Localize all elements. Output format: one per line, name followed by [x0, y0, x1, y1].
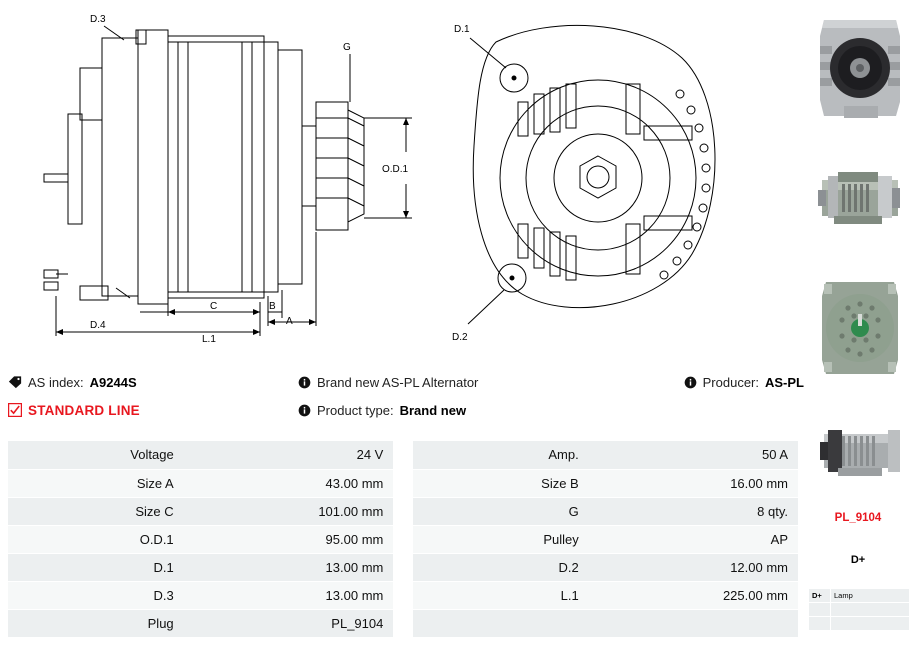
producer-cell — [658, 375, 804, 390]
brand-new-text: Brand new AS-PL Alternator — [317, 374, 479, 390]
product-photo-front[interactable] — [808, 6, 912, 128]
spec-key-2: D.2 — [413, 553, 588, 581]
label-b: B — [269, 301, 276, 312]
spec-key: Voltage — [8, 441, 184, 469]
brand-new-cell — [298, 375, 658, 390]
table-row — [8, 609, 798, 637]
spec-key-2: Pulley — [413, 525, 588, 553]
pin-id: D+ — [809, 589, 831, 603]
producer-label: Producer: — [702, 374, 759, 390]
as-index-cell — [8, 375, 298, 390]
table-row — [8, 553, 798, 581]
spec-key: Size A — [8, 469, 184, 497]
spec-spacer — [393, 525, 413, 553]
pin-row — [809, 603, 910, 617]
as-index-label: AS index: — [28, 374, 84, 390]
product-photo-side[interactable] — [808, 136, 912, 258]
info-icon — [298, 376, 311, 389]
spec-value: 24 V — [184, 441, 394, 469]
spec-spacer — [393, 441, 413, 469]
spec-value-2: 16.00 mm — [589, 469, 798, 497]
specifications-table — [8, 441, 798, 638]
spec-value: PL_9104 — [184, 609, 394, 637]
spec-key-2: Size B — [413, 469, 588, 497]
table-row — [8, 469, 798, 497]
pin-row — [809, 589, 910, 603]
spec-value: 95.00 mm — [184, 525, 394, 553]
label-g: G — [343, 42, 351, 53]
standard-line-cell — [8, 403, 298, 418]
info-icon-producer — [684, 376, 697, 389]
checkbox-checked-icon — [8, 403, 22, 417]
spec-key-2: G — [413, 497, 588, 525]
label-d4: D.4 — [90, 320, 106, 331]
spec-value: 13.00 mm — [184, 581, 394, 609]
product-photo-rear[interactable] — [808, 266, 912, 388]
pin-assignment-table — [808, 588, 910, 631]
spec-key: D.3 — [8, 581, 184, 609]
pin-id — [809, 603, 831, 617]
spec-value-2: 225.00 mm — [589, 581, 798, 609]
product-type-cell — [298, 403, 658, 418]
pin-id — [809, 617, 831, 631]
spec-key: Plug — [8, 609, 184, 637]
product-photos — [800, 0, 916, 648]
label-c: C — [210, 301, 218, 312]
spec-spacer — [393, 469, 413, 497]
tag-icon — [8, 375, 22, 389]
pin-desc — [831, 617, 910, 631]
spec-key: Size C — [8, 497, 184, 525]
info-icon-product-type — [298, 404, 311, 417]
spec-value: 101.00 mm — [184, 497, 394, 525]
label-d2: D.2 — [452, 332, 468, 343]
spec-value: 43.00 mm — [184, 469, 394, 497]
spec-value: 13.00 mm — [184, 553, 394, 581]
label-d3: D.3 — [90, 14, 106, 25]
label-od1: O.D.1 — [382, 164, 409, 175]
info-row-1 — [8, 368, 804, 396]
spec-value-2: 8 qty. — [589, 497, 798, 525]
table-row — [8, 581, 798, 609]
standard-line-label: STANDARD LINE — [28, 402, 140, 418]
pin-desc: Lamp — [831, 589, 910, 603]
spec-key-2 — [413, 609, 588, 637]
product-type-value: Brand new — [399, 402, 467, 418]
dplus-code-label: D+ — [850, 554, 866, 566]
spec-spacer — [393, 497, 413, 525]
spec-value-2: AP — [589, 525, 798, 553]
spec-spacer — [393, 609, 413, 637]
product-photo-pulley[interactable] — [808, 396, 912, 508]
spec-key-2: Amp. — [413, 441, 588, 469]
as-index-value: A9244S — [89, 374, 137, 390]
spec-value-2: 12.00 mm — [589, 553, 798, 581]
product-info — [8, 368, 804, 424]
spec-spacer — [393, 581, 413, 609]
technical-drawings — [0, 0, 800, 360]
pin-row — [809, 617, 910, 631]
label-a: A — [286, 316, 293, 327]
producer-value: AS-PL — [765, 374, 804, 390]
info-row-2 — [8, 396, 804, 424]
spec-spacer — [393, 553, 413, 581]
table-row — [8, 497, 798, 525]
table-row — [8, 441, 798, 469]
spec-key: D.1 — [8, 553, 184, 581]
label-d1: D.1 — [454, 24, 470, 35]
pin-desc — [831, 603, 910, 617]
alternator-side-view-drawing — [20, 6, 420, 356]
spec-value-2 — [589, 609, 798, 637]
spec-key-2: L.1 — [413, 581, 588, 609]
spec-key: O.D.1 — [8, 525, 184, 553]
label-l1: L.1 — [202, 334, 216, 345]
spec-value-2: 50 A — [589, 441, 798, 469]
plug-code-label: PL_9104 — [834, 512, 882, 524]
product-type-label: Product type: — [317, 402, 394, 418]
alternator-front-view-drawing — [430, 6, 770, 356]
table-row — [8, 525, 798, 553]
